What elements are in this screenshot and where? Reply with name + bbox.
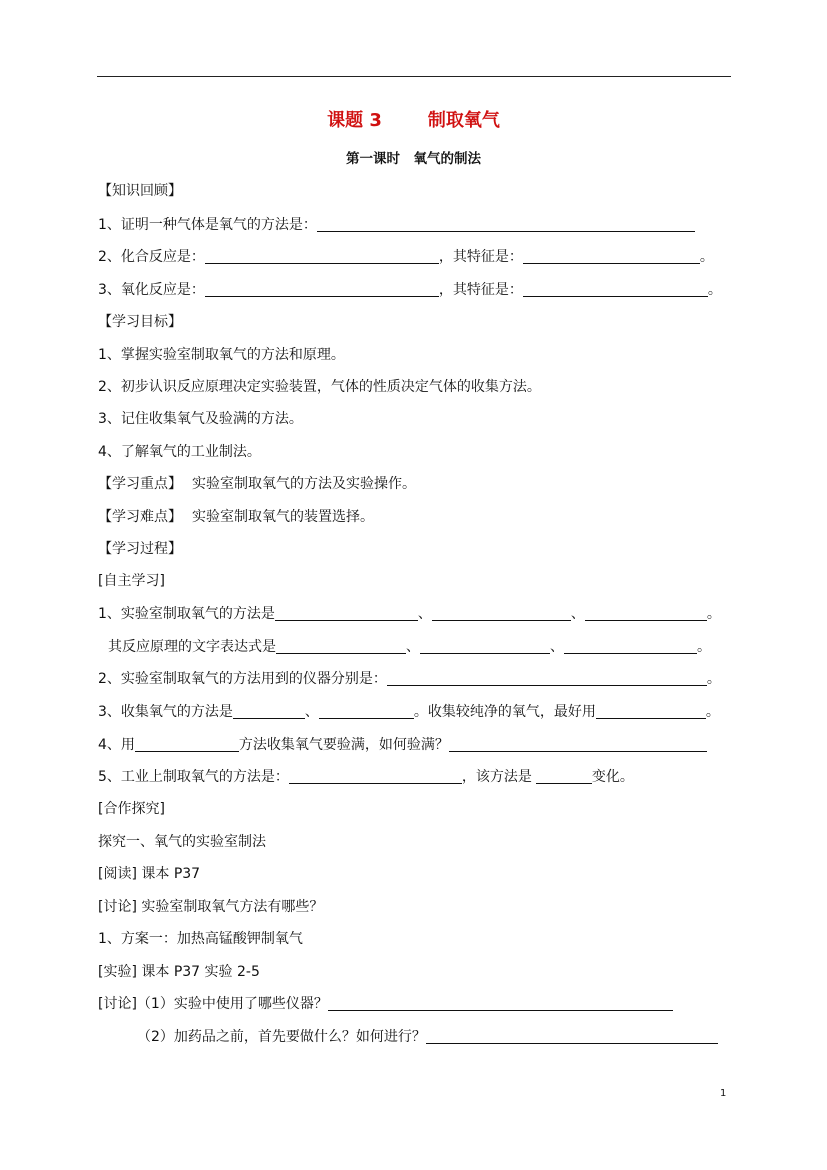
s3-blank-3[interactable] [596, 704, 706, 719]
s1-principle-blank-2[interactable] [420, 639, 550, 654]
review-q1-blank[interactable] [317, 217, 695, 232]
s1-blank-2[interactable] [432, 606, 571, 621]
objective-item: 3、记住收集氧气及验满的方法。 [98, 411, 303, 427]
review-q1-text: 1、证明一种气体是氧气的方法是： [98, 217, 317, 233]
s4-check-text: 方法收集氧气要验满，如何验满？ [238, 737, 449, 753]
discuss-2-q1-blank[interactable] [328, 996, 673, 1011]
s5-blank-1[interactable] [289, 769, 462, 784]
difficulty-point [98, 508, 374, 526]
review-q2-blank-2[interactable] [523, 249, 700, 264]
experiment-instruction: [实验] 课本 P37 实验 2-5 [98, 964, 260, 980]
study-question-1-principle [108, 638, 711, 656]
period: 。 [697, 639, 711, 655]
s5-change-text: 变化。 [591, 769, 634, 785]
coop-heading: [合作探究] [98, 801, 165, 817]
separator: 、 [570, 606, 585, 622]
discuss-1: [讨论] 实验室制取氧气方法有哪些？ [98, 899, 324, 915]
s1-blank-3[interactable] [585, 606, 707, 621]
period: 。 [706, 606, 721, 622]
header-rule [97, 76, 731, 77]
page-subtitle: 第一课时 氧气的制法 [346, 151, 481, 167]
period: 。 [705, 704, 720, 720]
title-number: 课题 3 [327, 110, 382, 131]
study-question-2 [98, 670, 721, 688]
separator: 、 [406, 639, 420, 655]
study-question-4 [98, 736, 707, 754]
key-point-text: 实验室制取氧气的方法及实验操作。 [192, 476, 416, 492]
s1-principle-blank-3[interactable] [564, 639, 697, 654]
knowledge-review-heading: 【知识回顾】 [98, 183, 182, 199]
s3-blank-1[interactable] [233, 704, 305, 719]
explore-1-heading: 探究一、氧气的实验室制法 [98, 834, 266, 850]
s3-text: 3、收集氧气的方法是 [98, 704, 233, 720]
objective-item: 2、初步认识反应原理决定实验装置，气体的性质决定气体的收集方法。 [98, 379, 541, 395]
s1-blank-1[interactable] [275, 606, 418, 621]
review-question-1 [98, 216, 695, 234]
review-q2-end: 。 [699, 249, 714, 265]
review-q3-blank-1[interactable] [205, 282, 439, 297]
review-q3-end: 。 [707, 282, 722, 298]
review-q3-text: 3、氧化反应是： [98, 282, 205, 298]
discuss-2-q1-text: [讨论]（1）实验中使用了哪些仪器？ [98, 996, 328, 1012]
title-text: 制取氧气 [427, 110, 500, 131]
s5-method-text: ，该方法是 [461, 769, 532, 785]
s1-text: 1、实验室制取氧气的方法是 [98, 606, 275, 622]
review-question-2 [98, 248, 714, 266]
discuss-2-q1 [98, 995, 673, 1013]
separator: 、 [304, 704, 319, 720]
s2-text: 2、实验室制取氧气的方法用到的仪器分别是： [98, 671, 387, 687]
difficulty-label: 【学习难点】 [98, 509, 182, 525]
objective-item: 1、掌握实验室制取氧气的方法和原理。 [98, 347, 345, 363]
discuss-2-q2 [137, 1028, 718, 1046]
objectives-heading: 【学习目标】 [98, 314, 182, 330]
s1-principle-text: 其反应原理的文字表达式是 [108, 639, 276, 655]
s1-principle-blank-1[interactable] [276, 639, 406, 654]
review-q3-blank-2[interactable] [523, 282, 708, 297]
s5-blank-2[interactable] [536, 769, 592, 784]
page-number: 1 [720, 1088, 727, 1099]
review-q3-feature: ，其特征是： [438, 282, 523, 298]
separator: 、 [550, 639, 564, 655]
review-q2-blank-1[interactable] [205, 249, 439, 264]
discuss-2-q2-text: （2）加药品之前，首先要做什么？如何进行？ [137, 1029, 426, 1045]
separator: 、 [417, 606, 432, 622]
review-question-3 [98, 281, 722, 299]
page-title [0, 110, 827, 132]
s4-blank-1[interactable] [135, 737, 239, 752]
study-question-5 [98, 768, 634, 786]
plan-1: 1、方案一：加热高锰酸钾制氧气 [98, 931, 303, 947]
objective-item: 4、了解氧气的工业制法。 [98, 444, 261, 460]
s3-blank-2[interactable] [319, 704, 414, 719]
s4-text: 4、用 [98, 737, 135, 753]
s5-text: 5、工业上制取氧气的方法是： [98, 769, 289, 785]
key-point [98, 475, 416, 493]
period: 。 [706, 671, 721, 687]
review-q2-text: 2、化合反应是： [98, 249, 205, 265]
s4-blank-2[interactable] [449, 737, 707, 752]
process-heading: 【学习过程】 [98, 541, 182, 557]
discuss-2-q2-blank[interactable] [426, 1029, 718, 1044]
s3-pure-text: 。收集较纯净的氧气，最好用 [413, 704, 596, 720]
key-point-label: 【学习重点】 [98, 476, 182, 492]
study-question-1 [98, 605, 721, 623]
study-question-3 [98, 703, 720, 721]
read-instruction: [阅读] 课本 P37 [98, 866, 201, 882]
difficulty-text: 实验室制取氧气的装置选择。 [192, 509, 374, 525]
s2-blank[interactable] [387, 671, 707, 686]
review-q2-feature: ，其特征是： [438, 249, 523, 265]
self-study-heading: [自主学习] [98, 573, 165, 589]
